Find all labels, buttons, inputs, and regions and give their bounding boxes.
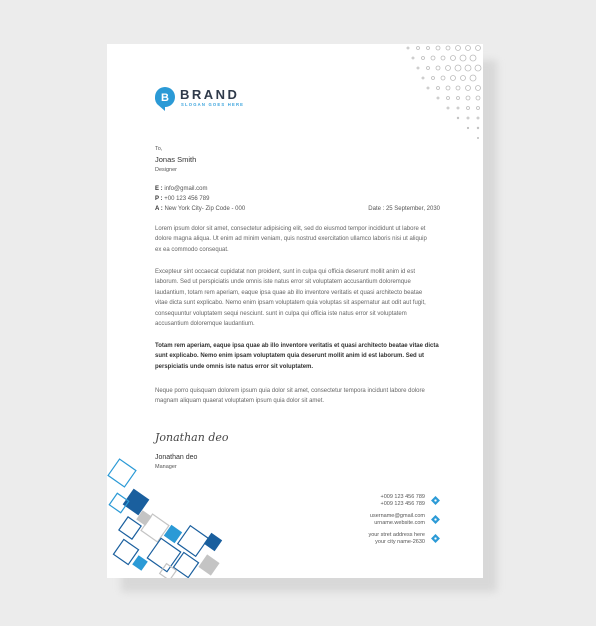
- recipient-name: Jonas Smith: [155, 155, 197, 164]
- geometric-squares-decoration: [107, 458, 237, 578]
- letter-date: Date : 25 September, 2030: [368, 206, 440, 212]
- p2-line: laudantium, totam rem aperiam, eaque ipsa quae ab illo inventore veritatis et quasi architecto beatae: [155, 289, 423, 296]
- contact-phone: +009 123 456 789: [380, 494, 425, 500]
- p3-line: sunt explicabo. Nemo enim ipsam voluptatem quia deserunt mollit anim id est laborum. Sed ut: [155, 353, 425, 360]
- p2-line: laborum. Sed ut perspiciatis unde omnis iste natus error sit voluptatem accusantium doloremque: [155, 279, 411, 286]
- sender-phone-row: [155, 194, 209, 204]
- p3-line: Totam rem aperiam, eaque ipsa quae ab illo inventore veritatis et quasi architecto beatae vitae dicta: [155, 343, 439, 349]
- brand-slogan: SLOGAN GOES HERE: [181, 102, 245, 107]
- p1-line: ex ea commodo consequat.: [155, 246, 229, 253]
- sender-phone: +00 123 456 789: [164, 196, 210, 202]
- p1-line: Lorem ipsum dolor sit amet, consectetur adipisicing elit, sed do eiusmod tempor incididunt ut labore et: [155, 226, 426, 232]
- sender-email: info@gmail.com: [164, 186, 208, 192]
- p2-line: consequuntur voluptatem sequi nesciunt. sunt in culpa qui officia iste natus error sit voluptatem: [155, 310, 407, 317]
- paragraph-2: [155, 267, 440, 329]
- brand-logo-letter: B: [161, 92, 169, 104]
- p2-line: accusantium doloremque laudantium.: [155, 321, 255, 328]
- sender-email-row: [155, 184, 207, 194]
- paragraph-4: [155, 386, 440, 407]
- contact-address-line: your stret address here: [368, 532, 425, 538]
- contact-phones: [320, 494, 425, 508]
- location-icon: [431, 534, 440, 543]
- contact-address: [320, 532, 425, 546]
- p3-line: perspiciatis unde omnis iste natus error sit voluptatem.: [155, 363, 314, 370]
- signatory-name: Jonathan deo: [155, 454, 198, 461]
- to-label: To,: [155, 146, 163, 152]
- recipient-title: Designer: [155, 167, 178, 173]
- p1-line: dolore magna aliqua. Ut enim ad minim veniam, quis nostrud exercitation ullamco laboris nisi ut aliquip: [155, 236, 427, 243]
- paragraph-1: [155, 224, 440, 255]
- contact-email: username@gmail.com: [369, 513, 425, 519]
- phone-icon: [431, 496, 440, 505]
- address-label: A :: [155, 206, 163, 212]
- email-icon: [431, 515, 440, 524]
- contact-website: urname.website.com: [374, 520, 425, 526]
- p2-line: Excepteur sint occaecat cupidatat non proident, sunt in culpa qui officia deserunt mollit anim id est: [155, 269, 416, 275]
- email-label: E :: [155, 186, 163, 192]
- dot-pattern-decoration: [398, 44, 483, 154]
- paragraph-3: [155, 341, 440, 372]
- sender-address: New York City- Zip Code - 000: [164, 206, 246, 212]
- sender-address-row: [155, 204, 245, 214]
- signature-script: Jonathan deo: [155, 431, 229, 444]
- p2-line: vitae dicta sunt explicabo. Nemo enim ipsam voluptatem quia voluptas sit aspernatur aut odit aut fugit,: [155, 300, 426, 307]
- contact-phone: +009 123 456 789: [380, 501, 425, 507]
- contact-web: [320, 513, 425, 527]
- brand-name: BRAND: [180, 87, 240, 102]
- signatory-title: Manager: [155, 464, 177, 470]
- phone-label: P :: [155, 196, 163, 202]
- contact-address-line: your city name-2630: [375, 539, 425, 545]
- p4-line: magnam aliquam quaerat voluptatem ipsum quia dolor sit amet.: [155, 398, 325, 405]
- brand-logo-icon: [155, 87, 175, 111]
- p4-line: Neque porro quisquam dolorem ipsum quia dolor sit amet, consectetur tempora incidunt labore dolore: [155, 388, 425, 394]
